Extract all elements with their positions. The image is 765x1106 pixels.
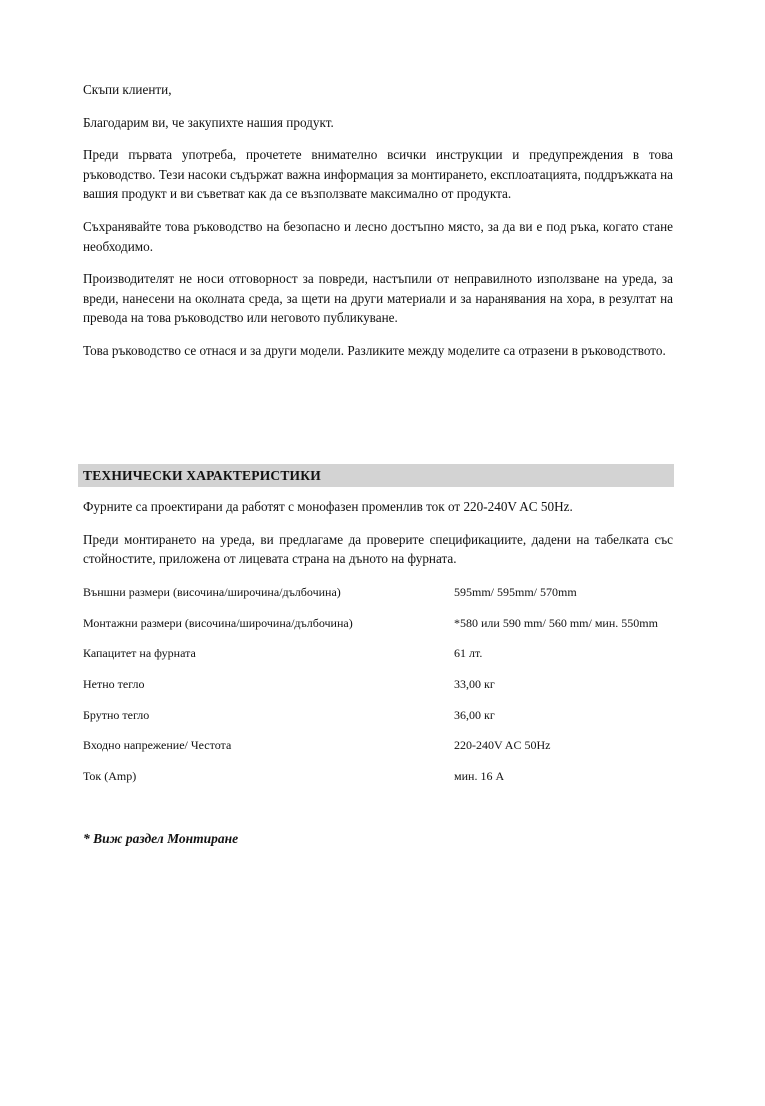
spec-value: 33,00 кг (454, 677, 495, 692)
spec-row (83, 766, 723, 797)
intro-paragraph: Производителят не носи отговорност за повреди, настъпили от неправилното използване на уреда, за вреди, нанесени на околната среда, за щети на други материали и за наранявания на хора, в резултат на превода на това ръководство или неговото публикуване. (83, 271, 673, 326)
spec-row (83, 582, 723, 613)
spec-row (83, 643, 723, 674)
spec-label: Нетно тегло (83, 677, 145, 692)
spec-value: 595mm/ 595mm/ 570mm (454, 585, 577, 599)
spec-row (83, 735, 723, 766)
intro-paragraph: Съхранявайте това ръководство на безопасно и лесно достъпно място, за да ви е под ръка, когато стане необходимо. (83, 218, 673, 254)
spec-value: 36,00 кг (454, 707, 495, 722)
intro-paragraph: Това ръководство се отнася и за други модели. Разликите между моделите са отразени в ръководството. (83, 342, 666, 358)
tech-paragraph: Преди монтирането на уреда, ви предлагаме да проверите спецификациите, дадени на табелката със стойностите, приложена от лицевата страна на дъното на фурната. (83, 531, 673, 567)
spec-value: мин. 16 A (454, 769, 505, 784)
spec-value: 220-240V AC 50Hz (454, 738, 551, 753)
spec-label: Входно напрежение/ Честота (83, 738, 232, 753)
spec-row (83, 674, 723, 705)
greeting: Скъпи клиенти, (83, 82, 172, 97)
installation-note: * Виж раздел Монтиране (83, 831, 239, 846)
spec-row (83, 613, 723, 644)
spec-label: Брутно тегло (83, 707, 150, 722)
intro-section (83, 80, 673, 374)
spec-label: Монтажни размери (височина/широчина/дълбочина) (83, 615, 353, 630)
spec-label: Капацитет на фурната (83, 646, 196, 661)
spec-value: *580 или 590 mm/ 560 mm/ мин. 550mm (454, 615, 658, 630)
spec-label: Външни размери (височина/широчина/дълбочина) (83, 585, 341, 599)
spec-label: Ток (Amp) (83, 769, 137, 784)
thanks-line: Благодарим ви, че закупихте нашия продукт. (83, 114, 334, 130)
tech-section-title: ТЕХНИЧЕСКИ ХАРАКТЕРИСТИКИ (78, 464, 674, 487)
spec-table (83, 582, 723, 797)
spec-row (83, 705, 723, 736)
tech-description (83, 497, 673, 582)
intro-paragraph: Преди първата употреба, прочетете внимателно всички инструкции и предупреждения в това ръководство. Тези насоки съдържат важна информация за монтирането, експлоатацията, поддръжката на вашия продукт и ви съветват как да се възползвате максимално от продукта. (83, 147, 674, 202)
spec-value: 61 лт. (454, 646, 483, 661)
tech-paragraph: Фурните са проектирани да работят с монофазен променлив ток от 220-240V AC 50Hz. (83, 499, 573, 514)
